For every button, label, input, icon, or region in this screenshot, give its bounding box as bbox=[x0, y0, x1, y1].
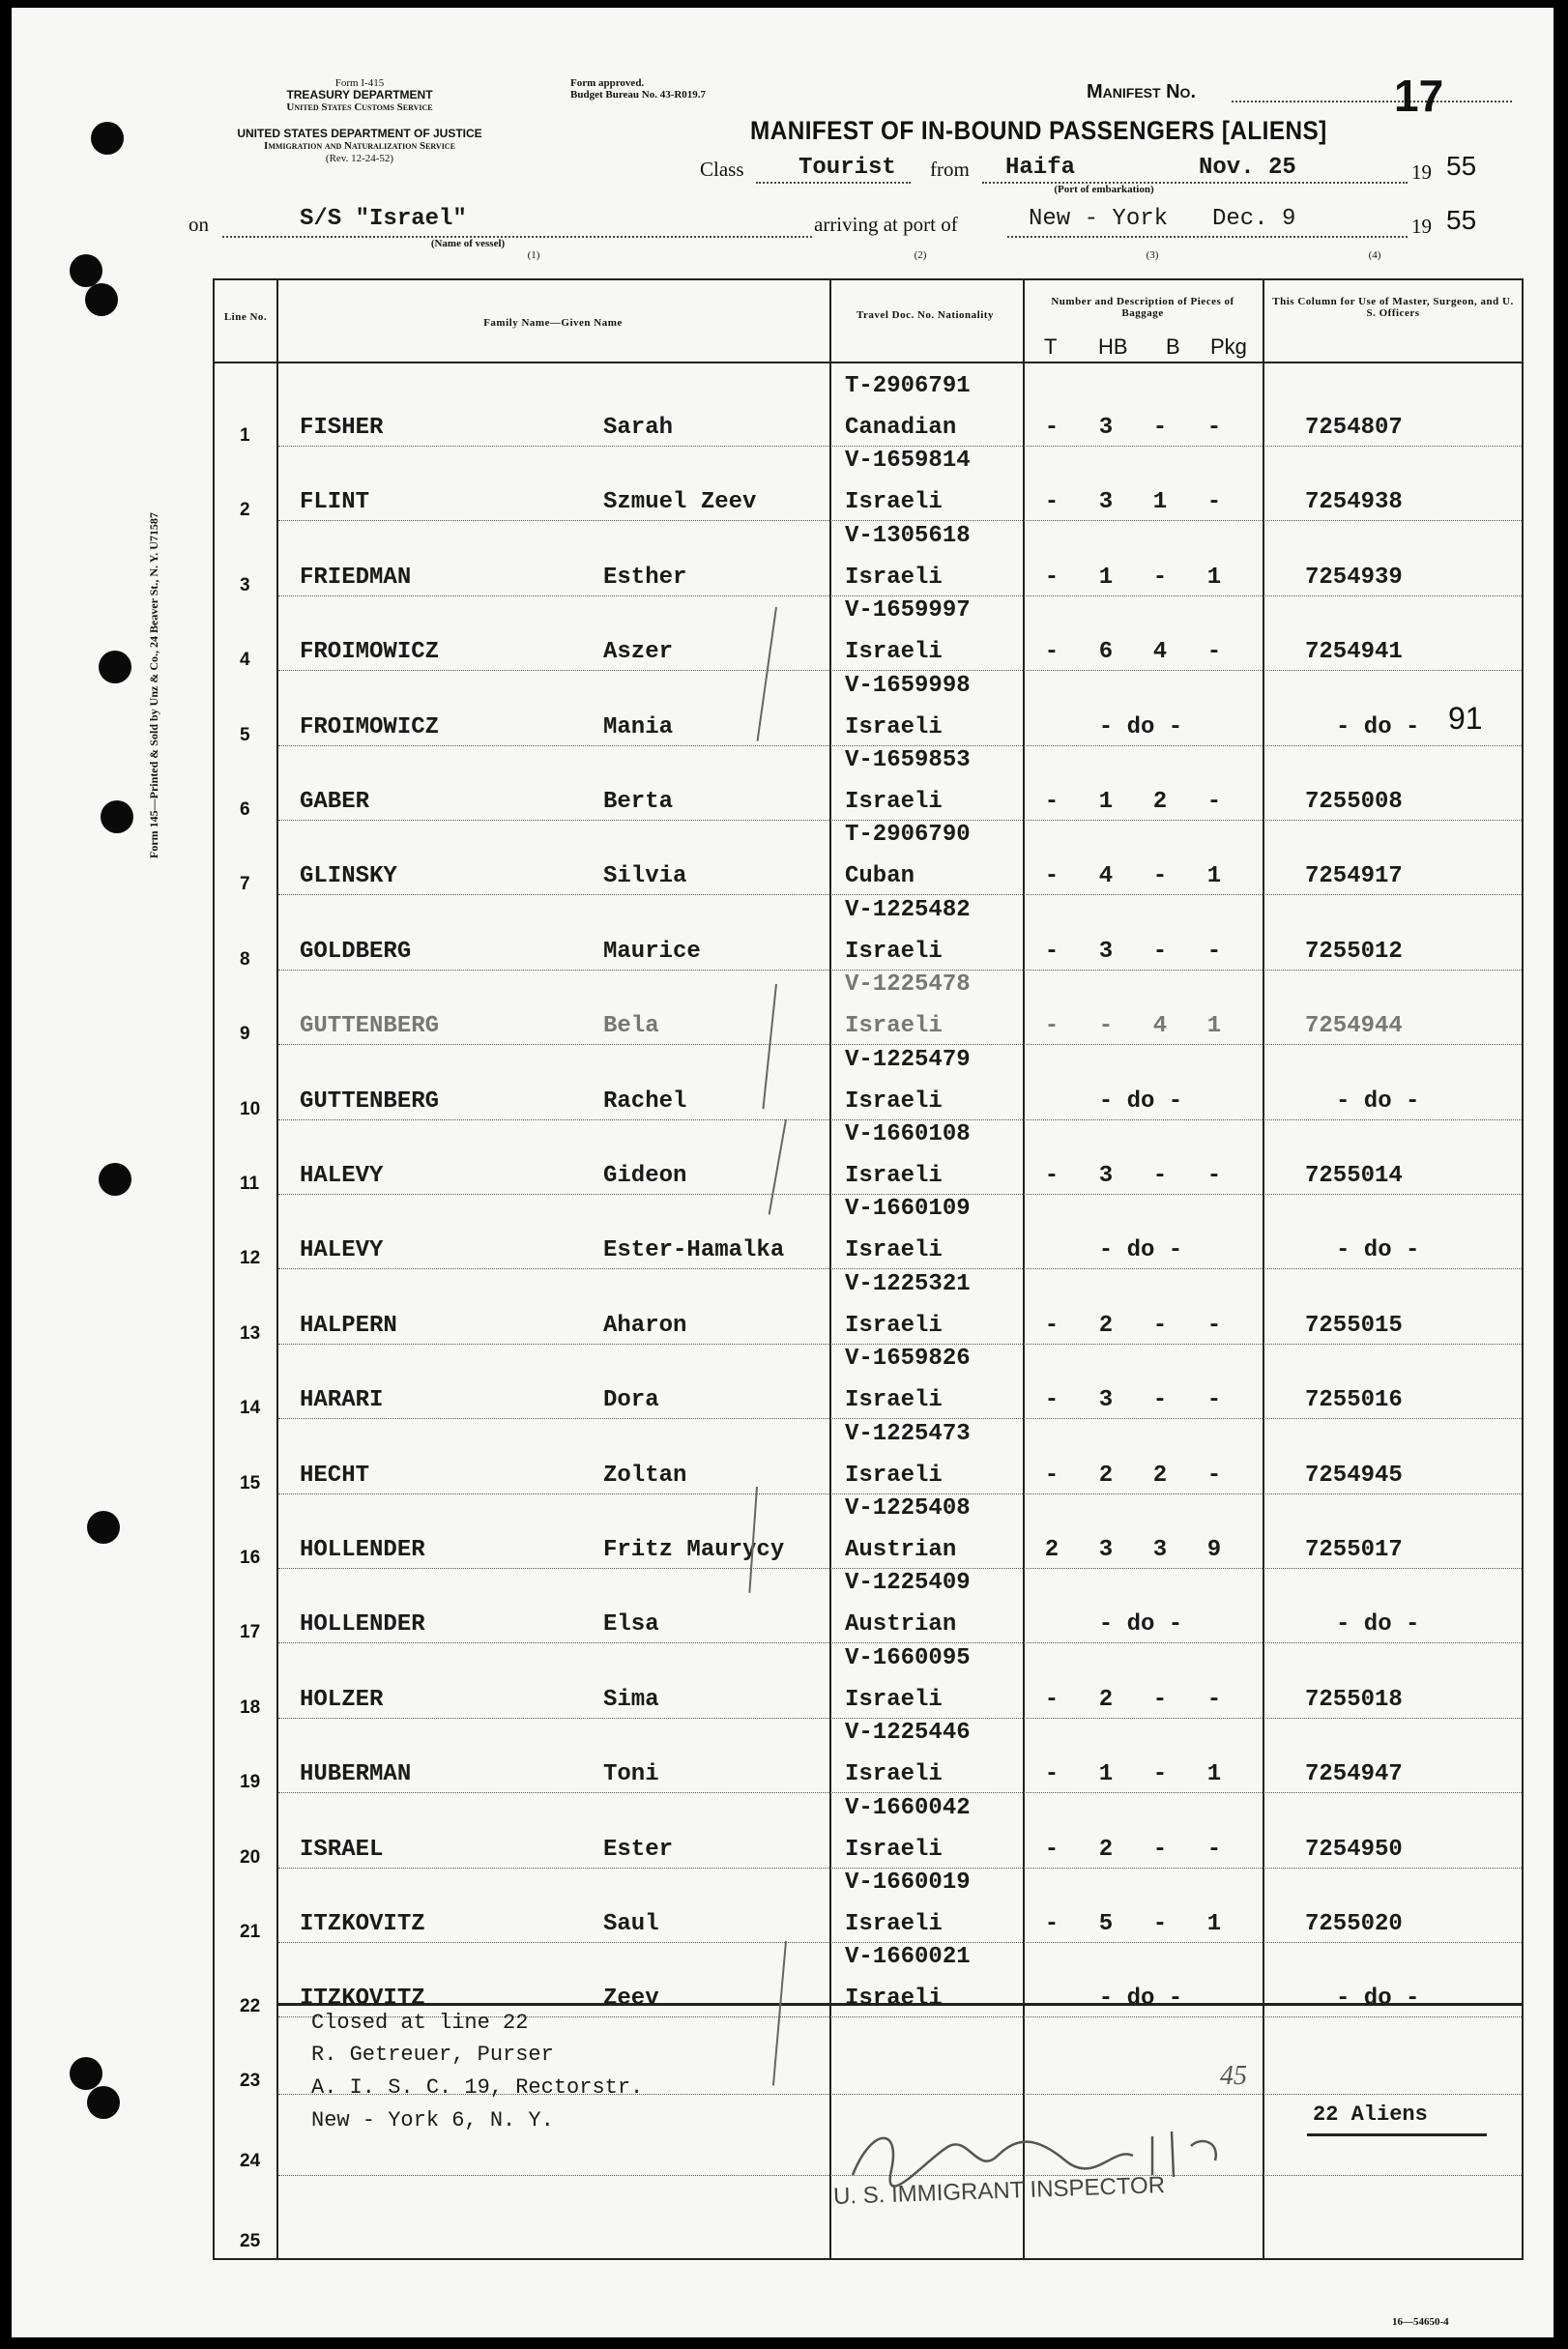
officer-number: 7255014 bbox=[1305, 1163, 1403, 1189]
year-prefix-1: 19 bbox=[1411, 160, 1432, 184]
header-name: Family Name—Given Name bbox=[483, 317, 623, 329]
officer-number: 7254807 bbox=[1305, 415, 1403, 441]
baggage-hb: 3 bbox=[1098, 1537, 1114, 1563]
nationality: Israeli bbox=[845, 938, 943, 965]
line-number: 12 bbox=[240, 1248, 261, 1269]
table-row bbox=[215, 1643, 1522, 1719]
given-name: Mania bbox=[603, 713, 674, 740]
binder-hole bbox=[99, 1163, 131, 1196]
table-row bbox=[215, 1269, 1522, 1345]
form-number: Form I-415 bbox=[334, 77, 385, 89]
from-port: Haifa bbox=[1005, 155, 1076, 181]
arrival-year: 55 bbox=[1446, 205, 1477, 235]
officer-number: 7255012 bbox=[1305, 938, 1403, 965]
table-row bbox=[215, 521, 1522, 596]
officer-number: - do - bbox=[1336, 1237, 1420, 1264]
baggage-ditto: - do - bbox=[1098, 1237, 1183, 1264]
travel-doc-number: V-1659826 bbox=[845, 1346, 971, 1373]
travel-doc-number: V-1225473 bbox=[845, 1420, 971, 1447]
nationality: Israeli bbox=[845, 564, 943, 591]
family-name: HALPERN bbox=[300, 1312, 397, 1339]
inspector-stamp: U. S. IMMIGRANT INSPECTOR bbox=[832, 2172, 1166, 2210]
line-number: 7 bbox=[240, 874, 250, 895]
nationality: Israeli bbox=[845, 1387, 943, 1414]
baggage-b: - bbox=[1152, 564, 1168, 591]
given-name: Aharon bbox=[603, 1312, 687, 1339]
given-name: Rachel bbox=[603, 1088, 687, 1115]
given-name: Saul bbox=[603, 1911, 659, 1937]
budget-bureau: Budget Bureau No. 43-R019.7 bbox=[570, 89, 707, 101]
baggage-pkg: - bbox=[1206, 639, 1222, 666]
nationality: Canadian bbox=[845, 415, 957, 441]
given-name: Elsa bbox=[603, 1611, 659, 1638]
family-name: ISRAEL bbox=[300, 1836, 384, 1863]
table-row bbox=[215, 970, 1522, 1045]
vessel-name: S/S "Israel" bbox=[300, 206, 467, 232]
baggage-pkg: 1 bbox=[1206, 1911, 1222, 1937]
baggage-b: 4 bbox=[1152, 1013, 1168, 1040]
vessel-caption: (Name of vessel) bbox=[430, 238, 506, 249]
depart-year: 55 bbox=[1446, 151, 1477, 181]
nationality: Israeli bbox=[845, 1163, 943, 1189]
inspector-initials: 45 bbox=[1220, 2061, 1247, 2091]
manifest-label: Manifest No. bbox=[1087, 81, 1196, 102]
table-row bbox=[215, 745, 1522, 821]
binder-hole bbox=[101, 800, 133, 833]
binder-hole bbox=[85, 283, 118, 316]
baggage-b: - bbox=[1152, 938, 1168, 965]
baggage-t: - bbox=[1044, 1312, 1060, 1339]
line-number: 9 bbox=[240, 1024, 250, 1045]
manifest-title: MANIFEST OF IN-BOUND PASSENGERS [ALIENS] bbox=[750, 116, 1327, 145]
line-number: 5 bbox=[240, 724, 250, 745]
baggage-hb: 2 bbox=[1098, 1836, 1114, 1863]
table-row bbox=[215, 1119, 1522, 1195]
baggage-ditto: - do - bbox=[1098, 1088, 1183, 1115]
baggage-pkg: - bbox=[1206, 415, 1222, 441]
given-name: Sima bbox=[603, 1686, 659, 1713]
form-approved: Form approved. bbox=[570, 77, 645, 89]
arrival-port: New - York bbox=[1029, 206, 1169, 232]
officer-number: 7255018 bbox=[1305, 1686, 1403, 1713]
printer-imprint: Form 145—Printed & Sold by Unz & Co., 24 Beaver St., N. Y. U71587 bbox=[147, 512, 160, 858]
officer-number: 7254941 bbox=[1305, 639, 1403, 666]
travel-doc-number: V-1225482 bbox=[845, 896, 971, 923]
nationality: Israeli bbox=[845, 1686, 943, 1713]
baggage-t: - bbox=[1044, 1686, 1060, 1713]
line-23: 23 bbox=[240, 2071, 261, 2091]
binder-hole bbox=[99, 651, 131, 683]
table-row bbox=[215, 446, 1522, 521]
nationality: Israeli bbox=[845, 713, 943, 740]
baggage-pkg: 1 bbox=[1206, 564, 1222, 591]
binder-hole bbox=[87, 2086, 120, 2119]
family-name: HARARI bbox=[300, 1387, 384, 1414]
nationality: Israeli bbox=[845, 789, 943, 815]
officer-number: 7254939 bbox=[1305, 564, 1403, 591]
baggage-b: - bbox=[1152, 1387, 1168, 1414]
family-name: HOLZER bbox=[300, 1686, 384, 1713]
baggage-b: - bbox=[1152, 1911, 1168, 1937]
family-name: GLINSKY bbox=[300, 863, 397, 890]
manifest-page bbox=[12, 8, 1553, 2337]
line-number: 16 bbox=[240, 1548, 261, 1568]
baggage-hb: 3 bbox=[1098, 1387, 1114, 1414]
travel-doc-number: V-1659997 bbox=[845, 597, 971, 624]
family-name: FROIMOWICZ bbox=[300, 639, 440, 666]
given-name: Szmuel Zeev bbox=[603, 489, 757, 516]
baggage-pkg: - bbox=[1206, 489, 1222, 516]
officer-number: 7255020 bbox=[1305, 1911, 1403, 1937]
baggage-b: - bbox=[1152, 1312, 1168, 1339]
baggage-t: - bbox=[1044, 1911, 1060, 1937]
baggage-b: 3 bbox=[1152, 1537, 1168, 1563]
given-name: Gideon bbox=[603, 1163, 687, 1189]
line-number: 13 bbox=[240, 1322, 261, 1344]
nationality: Austrian bbox=[845, 1611, 957, 1638]
line-number: 19 bbox=[240, 1772, 261, 1793]
baggage-pkg: - bbox=[1206, 1462, 1222, 1489]
travel-doc-number: V-1225446 bbox=[845, 1720, 971, 1747]
officer-number: - do - bbox=[1336, 1611, 1420, 1638]
family-name: ITZKOVITZ bbox=[300, 1911, 425, 1937]
depart-date: Nov. 25 bbox=[1199, 155, 1296, 181]
baggage-hb: 4 bbox=[1098, 863, 1114, 890]
binder-hole bbox=[87, 1511, 120, 1544]
baggage-t: - bbox=[1044, 1462, 1060, 1489]
family-name: HUBERMAN bbox=[300, 1761, 412, 1788]
family-name: GUTTENBERG bbox=[300, 1088, 440, 1115]
baggage-pkg: - bbox=[1206, 1312, 1222, 1339]
baggage-hb: 2 bbox=[1098, 1462, 1114, 1489]
given-name: Zeev bbox=[603, 1986, 659, 2013]
baggage-ditto: - do - bbox=[1098, 713, 1183, 740]
ins-service: Immigration and Naturalization Service bbox=[264, 140, 455, 152]
travel-doc-number: V-1659853 bbox=[845, 747, 971, 773]
table-row bbox=[215, 371, 1522, 447]
purser-name: R. Getreuer, Purser bbox=[311, 2043, 554, 2067]
line-number: 20 bbox=[240, 1846, 261, 1868]
nationality: Israeli bbox=[845, 1013, 943, 1040]
city-address: New - York 6, N. Y. bbox=[311, 2108, 554, 2132]
travel-doc-number: V-1659998 bbox=[845, 672, 971, 699]
baggage-t: - bbox=[1044, 1836, 1060, 1863]
baggage-ditto: - do - bbox=[1098, 1986, 1183, 2013]
given-name: Dora bbox=[603, 1387, 659, 1414]
binder-hole bbox=[70, 254, 102, 287]
line-number: 15 bbox=[240, 1472, 261, 1494]
travel-doc-number: T-2906790 bbox=[845, 822, 971, 849]
baggage-b: 4 bbox=[1152, 639, 1168, 666]
baggage-hb: 3 bbox=[1098, 415, 1114, 441]
header-baggage: Number and Description of Pieces of Baggage bbox=[1051, 296, 1234, 319]
travel-doc-number: V-1660109 bbox=[845, 1196, 971, 1223]
officer-number: 7254917 bbox=[1305, 863, 1403, 890]
baggage-pkg: - bbox=[1206, 789, 1222, 815]
header-t: T bbox=[1044, 334, 1058, 359]
baggage-hb: 5 bbox=[1098, 1911, 1114, 1937]
baggage-b: - bbox=[1152, 415, 1168, 441]
baggage-t: - bbox=[1044, 1163, 1060, 1189]
travel-doc-number: V-1305618 bbox=[845, 522, 971, 549]
baggage-hb: 3 bbox=[1098, 489, 1114, 516]
baggage-t: - bbox=[1044, 1013, 1060, 1040]
officer-number: 7254950 bbox=[1305, 1836, 1403, 1863]
family-name: FLINT bbox=[300, 489, 370, 516]
given-name: Toni bbox=[603, 1761, 659, 1788]
travel-doc-number: V-1225478 bbox=[845, 972, 971, 999]
table-row bbox=[215, 595, 1522, 671]
baggage-pkg: 1 bbox=[1206, 863, 1222, 890]
family-name: FROIMOWICZ bbox=[300, 713, 440, 740]
line-number: 22 bbox=[240, 1996, 261, 2017]
baggage-t: - bbox=[1044, 415, 1060, 441]
header-travel-doc: Travel Doc. No. Nationality bbox=[857, 309, 994, 321]
baggage-t: - bbox=[1044, 1387, 1060, 1414]
line-number: 17 bbox=[240, 1622, 261, 1643]
given-name: Silvia bbox=[603, 863, 687, 890]
baggage-hb: 3 bbox=[1098, 1163, 1114, 1189]
table-row bbox=[215, 1568, 1522, 1643]
family-name: HOLLENDER bbox=[300, 1537, 425, 1563]
on-label: on bbox=[189, 213, 209, 236]
officer-number: - do - bbox=[1336, 1986, 1420, 2013]
line-number: 21 bbox=[240, 1922, 261, 1942]
table-row bbox=[215, 1494, 1522, 1569]
baggage-ditto: - do - bbox=[1098, 1611, 1183, 1638]
table-row bbox=[215, 895, 1522, 971]
header-b: B bbox=[1166, 334, 1180, 359]
revision: (Rev. 12-24-52) bbox=[325, 153, 394, 164]
table-row bbox=[215, 1419, 1522, 1494]
family-name: HALEVY bbox=[300, 1237, 384, 1264]
baggage-b: - bbox=[1152, 863, 1168, 890]
caption-4: (4) bbox=[1368, 249, 1381, 261]
nationality: Israeli bbox=[845, 1911, 943, 1937]
table-row bbox=[215, 1942, 1522, 2017]
table-row bbox=[215, 1045, 1522, 1120]
baggage-pkg: - bbox=[1206, 1836, 1222, 1863]
table-row bbox=[215, 820, 1522, 895]
baggage-t: - bbox=[1044, 489, 1060, 516]
family-name: GOLDBERG bbox=[300, 938, 412, 965]
nationality: Israeli bbox=[845, 1761, 943, 1788]
line-number: 8 bbox=[240, 948, 250, 970]
officer-number: 7255008 bbox=[1305, 789, 1403, 815]
line-number: 1 bbox=[240, 425, 250, 446]
officer-number: 7254944 bbox=[1305, 1013, 1403, 1040]
baggage-b: - bbox=[1152, 1761, 1168, 1788]
nationality: Israeli bbox=[845, 1462, 943, 1489]
baggage-hb: 6 bbox=[1098, 639, 1114, 666]
given-name: Bela bbox=[603, 1013, 659, 1040]
line-number: 4 bbox=[240, 650, 250, 671]
baggage-hb: 2 bbox=[1098, 1312, 1114, 1339]
baggage-hb: 1 bbox=[1098, 789, 1114, 815]
footer-code: 16—54650-4 bbox=[1392, 2316, 1449, 2328]
inspector-signature bbox=[833, 2117, 1239, 2194]
travel-doc-number: V-1660095 bbox=[845, 1644, 971, 1671]
travel-doc-number: V-1225321 bbox=[845, 1270, 971, 1297]
travel-doc-number: V-1660021 bbox=[845, 1944, 971, 1971]
passenger-table bbox=[213, 278, 1524, 2260]
margin-note: 91 bbox=[1448, 700, 1483, 736]
given-name: Ester-Hamalka bbox=[603, 1237, 785, 1264]
baggage-t: - bbox=[1044, 938, 1060, 965]
nationality: Cuban bbox=[845, 863, 915, 890]
family-name: FRIEDMAN bbox=[300, 564, 412, 591]
arriving-label: arriving at port of bbox=[814, 213, 958, 236]
family-name: FISHER bbox=[300, 415, 384, 441]
officer-number: 7254947 bbox=[1305, 1761, 1403, 1788]
given-name: Sarah bbox=[603, 415, 674, 441]
line-number: 6 bbox=[240, 799, 250, 820]
given-name: Zoltan bbox=[603, 1462, 687, 1489]
line-number: 18 bbox=[240, 1696, 261, 1718]
baggage-hb: 1 bbox=[1098, 1761, 1114, 1788]
table-row bbox=[215, 1793, 1522, 1869]
nationality: Israeli bbox=[845, 1836, 943, 1863]
line-number: 3 bbox=[240, 574, 250, 595]
baggage-pkg: 9 bbox=[1206, 1537, 1222, 1563]
nationality: Austrian bbox=[845, 1537, 957, 1563]
table-row bbox=[215, 1344, 1522, 1419]
manifest-number: 17 bbox=[1394, 71, 1444, 121]
family-name: ITZKOVITZ bbox=[300, 1986, 425, 2013]
class-value: Tourist bbox=[799, 155, 896, 181]
nationality: Israeli bbox=[845, 1237, 943, 1264]
travel-doc-number: T-2906791 bbox=[845, 373, 971, 399]
baggage-t: - bbox=[1044, 789, 1060, 815]
baggage-pkg: 1 bbox=[1206, 1013, 1222, 1040]
baggage-pkg: 1 bbox=[1206, 1761, 1222, 1788]
baggage-t: - bbox=[1044, 1761, 1060, 1788]
caption-3: (3) bbox=[1146, 249, 1159, 261]
baggage-b: - bbox=[1152, 1163, 1168, 1189]
baggage-b: 2 bbox=[1152, 1462, 1168, 1489]
travel-doc-number: V-1225408 bbox=[845, 1495, 971, 1522]
binder-hole bbox=[70, 2057, 102, 2090]
baggage-pkg: - bbox=[1206, 938, 1222, 965]
family-name: GABER bbox=[300, 789, 370, 815]
baggage-t: 2 bbox=[1044, 1537, 1060, 1563]
baggage-pkg: - bbox=[1206, 1686, 1222, 1713]
caption-2: (2) bbox=[914, 249, 927, 261]
baggage-hb: - bbox=[1098, 1013, 1114, 1040]
arrival-date: Dec. 9 bbox=[1212, 206, 1296, 232]
given-name: Maurice bbox=[603, 938, 701, 965]
header-hb: HB bbox=[1098, 334, 1128, 359]
line-number: 2 bbox=[240, 500, 250, 521]
line-number: 11 bbox=[240, 1174, 260, 1194]
given-name: Esther bbox=[603, 564, 687, 591]
baggage-b: - bbox=[1152, 1836, 1168, 1863]
baggage-b: 1 bbox=[1152, 489, 1168, 516]
officer-number: - do - bbox=[1336, 1088, 1420, 1115]
baggage-pkg: - bbox=[1206, 1387, 1222, 1414]
nationality: Israeli bbox=[845, 489, 943, 516]
from-label: from bbox=[930, 158, 970, 181]
officer-number: 7254938 bbox=[1305, 489, 1403, 516]
officer-number: 7254945 bbox=[1305, 1462, 1403, 1489]
baggage-hb: 3 bbox=[1098, 938, 1114, 965]
travel-doc-number: V-1660019 bbox=[845, 1870, 971, 1896]
family-name: HALEVY bbox=[300, 1163, 384, 1189]
year-prefix-2: 19 bbox=[1411, 215, 1432, 238]
table-row bbox=[215, 1194, 1522, 1269]
given-name: Ester bbox=[603, 1836, 674, 1863]
table-row bbox=[215, 671, 1522, 746]
line-25: 25 bbox=[240, 2231, 261, 2251]
table-row bbox=[215, 1868, 1522, 1943]
treasury-dept: TREASURY DEPARTMENT bbox=[286, 88, 433, 102]
company-address: A. I. S. C. 19, Rectorstr. bbox=[311, 2075, 644, 2100]
header-pkg: Pkg bbox=[1210, 334, 1247, 359]
nationality: Israeli bbox=[845, 1088, 943, 1115]
baggage-b: 2 bbox=[1152, 789, 1168, 815]
baggage-pkg: - bbox=[1206, 1163, 1222, 1189]
officer-number: - do - bbox=[1336, 713, 1420, 740]
nationality: Israeli bbox=[845, 1986, 943, 2013]
baggage-hb: 1 bbox=[1098, 564, 1114, 591]
baggage-b: - bbox=[1152, 1686, 1168, 1713]
officer-number: 7255016 bbox=[1305, 1387, 1403, 1414]
family-name: HOLLENDER bbox=[300, 1611, 425, 1638]
from-caption: (Port of embarkation) bbox=[1054, 184, 1154, 195]
line-24: 24 bbox=[240, 2151, 261, 2171]
binder-hole bbox=[91, 122, 124, 155]
alien-count: 22 Aliens bbox=[1313, 2102, 1428, 2127]
officer-number: 7255015 bbox=[1305, 1312, 1403, 1339]
given-name: Berta bbox=[603, 789, 674, 815]
travel-doc-number: V-1660042 bbox=[845, 1794, 971, 1821]
class-label: Class bbox=[700, 158, 744, 181]
officer-number: 7255017 bbox=[1305, 1537, 1403, 1563]
given-name: Fritz Maurycy bbox=[603, 1537, 785, 1563]
nationality: Israeli bbox=[845, 1312, 943, 1339]
travel-doc-number: V-1659814 bbox=[845, 448, 971, 475]
customs-service: United States Customs Service bbox=[286, 102, 433, 113]
line-number: 14 bbox=[240, 1398, 261, 1419]
line-number: 10 bbox=[240, 1098, 261, 1119]
baggage-t: - bbox=[1044, 863, 1060, 890]
family-name: GUTTENBERG bbox=[300, 1013, 440, 1040]
header-line-no: Line No. bbox=[223, 311, 268, 323]
nationality: Israeli bbox=[845, 639, 943, 666]
family-name: HECHT bbox=[300, 1462, 370, 1489]
justice-dept: UNITED STATES DEPARTMENT OF JUSTICE bbox=[237, 127, 482, 140]
travel-doc-number: V-1660108 bbox=[845, 1121, 971, 1147]
baggage-t: - bbox=[1044, 639, 1060, 666]
closed-note: Closed at line 22 bbox=[311, 2011, 529, 2035]
travel-doc-number: V-1225479 bbox=[845, 1046, 971, 1073]
table-row bbox=[215, 1718, 1522, 1793]
header-officers: This Column for Use of Master, Surgeon, and U. S. Officers bbox=[1272, 296, 1514, 319]
travel-doc-number: V-1225409 bbox=[845, 1570, 971, 1597]
baggage-hb: 2 bbox=[1098, 1686, 1114, 1713]
baggage-t: - bbox=[1044, 564, 1060, 591]
caption-1: (1) bbox=[527, 249, 540, 261]
given-name: Aszer bbox=[603, 639, 674, 666]
